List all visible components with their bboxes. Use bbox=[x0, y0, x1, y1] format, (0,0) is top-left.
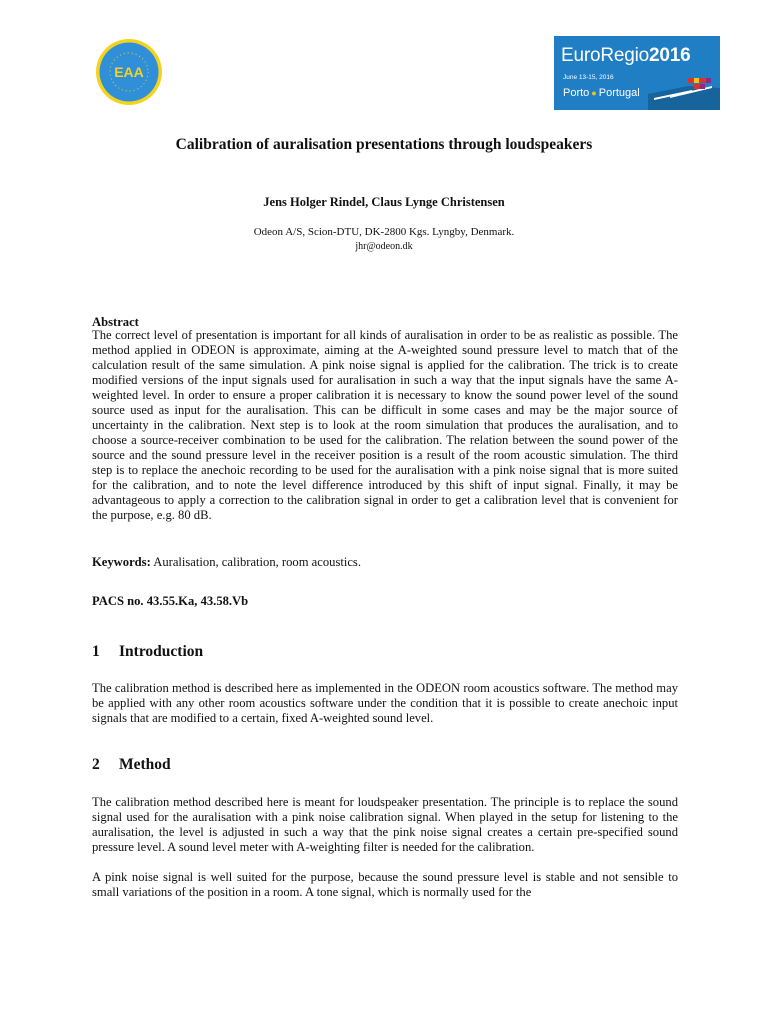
euroregio-year: 2016 bbox=[648, 45, 691, 66]
eaa-logo-text: EAA bbox=[114, 64, 144, 80]
euroregio-logo bbox=[554, 36, 720, 110]
euroregio-city: Porto bbox=[563, 87, 590, 99]
bridge-graphic-icon bbox=[648, 64, 720, 110]
method-paragraph: A pink noise signal is well suited for the purpose, because the sound pressure level is stable and not sensible to small variations of the position in a room. A tone signal, which is normally used for the bbox=[92, 870, 678, 899]
euroregio-place bbox=[563, 87, 640, 99]
introduction-paragraph: The calibration method is described here as implemented in the ODEON room acoustics software. The method may be applied with any other room acoustics software under the condition that it is possible to create anechoic input signals that are modified to a certain, fixed A-weighted sound level. bbox=[92, 681, 678, 725]
dot-icon: ● bbox=[591, 88, 597, 98]
section-number: 2 bbox=[92, 756, 100, 773]
section-number: 1 bbox=[92, 643, 100, 660]
paper-title: Calibration of auralisation presentations through loudspeakers bbox=[175, 136, 593, 153]
section-heading-method bbox=[92, 756, 171, 774]
keywords bbox=[92, 555, 678, 570]
pacs-numbers: PACS no. 43.55.Ka, 43.58.Vb bbox=[92, 594, 249, 608]
paper-affiliation: Odeon A/S, Scion-DTU, DK-2800 Kgs. Lyngby, Denmark. bbox=[253, 226, 515, 238]
euroregio-name: EuroRegio bbox=[561, 45, 649, 66]
keywords-label: Keywords: bbox=[92, 555, 151, 569]
euroregio-country: Portugal bbox=[598, 87, 640, 99]
section-title: Method bbox=[119, 756, 171, 773]
section-title: Introduction bbox=[119, 643, 204, 660]
eaa-logo bbox=[95, 38, 163, 106]
abstract-heading: Abstract bbox=[92, 315, 139, 329]
method-paragraph: The calibration method described here is meant for loudspeaker presentation. The principle is to replace the sound signal used for the auralisation with a pink noise calibration signal. When played in the setup for listening to the auralisation, the level is adjusted in such a way that the pink noise signal creates a certain pre-specified sound pressure level. A sound level meter with A-weighting filter is needed for the calibration. bbox=[92, 795, 678, 854]
keywords-text: Auralisation, calibration, room acoustics. bbox=[153, 555, 361, 569]
author-email: jhr@odeon.dk bbox=[355, 241, 413, 252]
section-heading-introduction bbox=[92, 643, 203, 661]
euroregio-dates: June 13-15, 2016 bbox=[563, 74, 614, 81]
paper-authors: Jens Holger Rindel, Claus Lynge Christensen bbox=[263, 195, 505, 209]
abstract-text: The correct level of presentation is important for all kinds of auralisation in order to be as realistic as possible. The method applied in ODEON is approximate, aiming at the A-weighted sound pressure level to match that of the calculation result of the same simulation. A pink noise signal is applied for the calibration. The trick is to create modified versions of the input signals used for auralisation in such a way that the input signals have the same A-weighted level. In order to ensure a proper calibration it is necessary to know the sound power level of the sound source used as input for the auralisation. This can be difficult in some cases and may be the major source of uncertainty in the calibration. Next step is to look at the room simulation that produces the auralisation, and to choose a source-receiver combination to be used for the calibration. The relation between the sound power of the source and the sound pressure level in the receiver position is a result of the room acoustic simulation. The third step is to replace the anechoic recording to be used for the auralisation with a pink noise signal that is more suited for the calibration, and to note the level difference introduced by this shift of input signal. Finally, it may be advantageous to apply a correction to the calibration signal in order to get a calibration level that is convenient for the purpose, e.g. 80 dB. bbox=[92, 328, 678, 522]
